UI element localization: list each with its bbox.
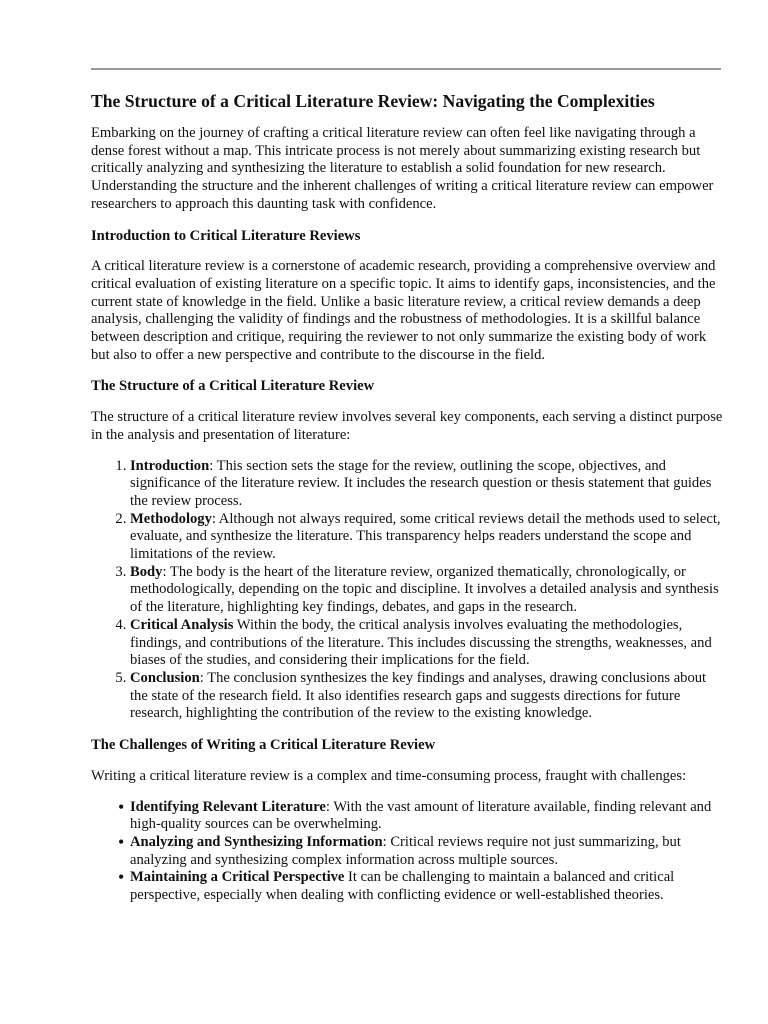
bullet-icon: • (118, 867, 125, 888)
list-item-term: Analyzing and Synthesizing Information (130, 833, 383, 850)
list-item-desc: Within the body, the critical analysis involves evaluating the methodologies, findings, and contributions of the literature. This includes discussing the strengths, weaknesses, and biases of the studies, and considering their implications for the field. (130, 616, 712, 669)
list-item-desc: Critical reviews require not just summarizing, but analyzing and synthesizing complex information across multiple sources. (130, 833, 681, 868)
list-item-desc: The body is the heart of the literature review, organized thematically, chronologically, or methodologically, depending on the topic and discipline. It involves a detailed analysis and synthesis of the literature, highlighting key findings, debates, and gaps in the research. (130, 563, 719, 616)
list-item-desc: It can be challenging to maintain a balanced and critical perspective, especially when dealing with conflicting evidence or well-established theories. (130, 869, 675, 904)
list-item (130, 458, 725, 511)
list-item-term: Conclusion (130, 669, 200, 686)
list-item (130, 670, 725, 723)
separator: : (325, 798, 330, 815)
top-divider (91, 68, 721, 70)
list-item (118, 796, 725, 834)
list-item-term: Maintaining a Critical Perspective (130, 869, 345, 886)
list-item-desc: Although not always required, some critical reviews detail the methods used to select, evaluate, and synthesize the literature. This transparency helps readers understand the scope and limitations of the review. (130, 510, 721, 563)
list-item (118, 867, 725, 904)
structure-list (91, 458, 725, 724)
separator: : (211, 510, 216, 527)
section-heading-structure: The Structure of a Critical Literature Review (91, 378, 375, 395)
list-item (130, 511, 725, 564)
bullet-icon: • (118, 796, 125, 817)
separator: : (162, 563, 167, 580)
list-item (130, 617, 725, 670)
list-item-term: Body (130, 563, 163, 580)
separator: : (199, 669, 204, 686)
list-item-term: Introduction (130, 457, 210, 474)
section-heading-challenges: The Challenges of Writing a Critical Literature Review (91, 737, 436, 754)
page-title: The Structure of a Critical Literature Review: Navigating the Complexities (91, 91, 655, 111)
section-paragraph: Writing a critical literature review is a complex and time-consuming process, fraught with challenges: (91, 767, 687, 784)
list-item-term: Critical Analysis (130, 616, 234, 633)
list-item (118, 831, 725, 869)
list-item (130, 564, 725, 617)
section-paragraph: The structure of a critical literature review involves several key components, each serving a distinct purpose in the analysis and presentation of literature: (91, 409, 723, 443)
bullet-icon: • (118, 831, 125, 852)
list-item-desc: This section sets the stage for the review, outlining the scope, objectives, and significance of the literature review. It includes the research question or thesis statement that guides the review process. (130, 457, 712, 509)
list-item-desc: With the vast amount of literature available, finding relevant and high-quality sources can be overwhelming. (130, 798, 712, 833)
section-heading-introduction: Introduction to Critical Literature Reviews (91, 227, 361, 244)
list-item-term: Identifying Relevant Literature (130, 798, 326, 815)
list-item-desc: The conclusion synthesizes the key findings and analyses, drawing conclusions about the state of the research field. It also identifies research gaps and suggests directions for future research, highlighting the contribution of the review to the existing knowledge. (130, 669, 707, 722)
list-item-term: Methodology (130, 510, 212, 527)
separator: : (209, 457, 214, 474)
challenges-list (91, 796, 725, 905)
intro-paragraph: Embarking on the journey of crafting a critical literature review can often feel like navigating through a dense forest without a map. This intricate process is not merely about summarizing existing research but critically analyzing and synthesizing the literature to establish a solid foundation for new research. Understanding the structure and the inherent challenges of writing a critical literature review can empower researchers to approach this daunting task with confidence. (91, 125, 714, 212)
document-body (91, 90, 725, 905)
section-paragraph: A critical literature review is a cornerstone of academic research, providing a comprehensive overview and critical evaluation of existing literature on a specific topic. It aims to identify gaps, inconsistencies, and the current state of knowledge in the field. Unlike a basic literature review, a critical review demands a deep analysis, challenging the validity of findings and the robustness of methodologies. It is a skillful balance between description and critique, requiring the reviewer to not only summarize the existing body of work but also to offer a new perspective and contribute to the discourse in the field. (91, 258, 716, 363)
separator: : (382, 833, 387, 850)
